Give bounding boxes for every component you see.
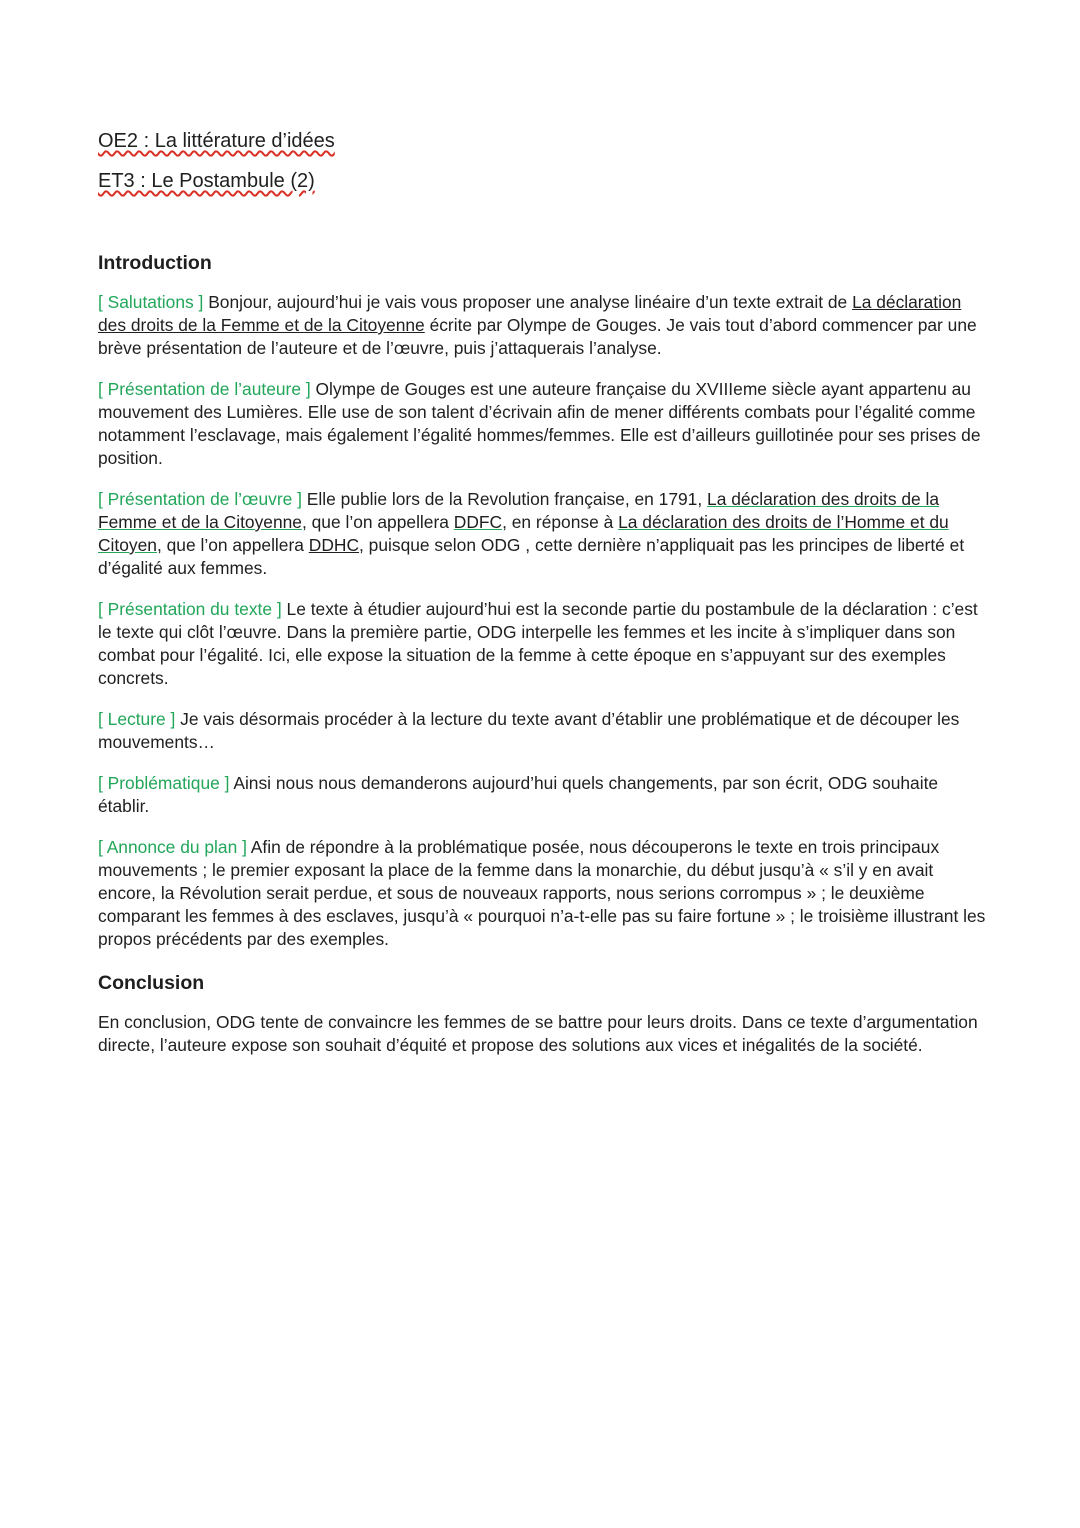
tag-salutations: [ Salutations ]: [98, 292, 204, 312]
text-segment: Le texte à étudier aujourd’hui est la seconde partie du postambule de la déclaration : c’est le texte qui clôt l’œuvre. Dans la première partie, ODG interpelle les femmes et les incite à s’impliquer dans son combat pour l’égalité. Ici, elle expose la situation de la femme à cette époque en s’appuyant sur des exemples concrets.: [98, 599, 978, 688]
text-segment: que l’on appellera: [161, 535, 309, 555]
paragraph-salutations: [98, 291, 988, 360]
text-segment: , puisque selon ODG , cette dernière n’appliquait pas les principes de liberté et d’égalité aux femmes.: [98, 535, 965, 578]
work-title: La déclaration des droits de la Femme et de la Citoyenne: [98, 292, 962, 335]
text-segment: , en réponse à: [502, 512, 619, 532]
text-segment: , que l’on appellera: [301, 512, 454, 532]
conclusion-heading: Conclusion: [98, 972, 205, 994]
tag-lecture: [ Lecture ]: [98, 709, 176, 729]
tag-plan: [ Annonce du plan ]: [98, 837, 247, 857]
paragraph-problematique: [98, 772, 988, 818]
text-segment: Ainsi nous nous demanderons aujourd’hui quels changements, par son écrit, ODG souhaite établir.: [98, 773, 939, 816]
tag-auteure: [ Présentation de l’auteure ]: [98, 379, 311, 399]
abbreviation: DDFC: [453, 512, 503, 532]
paragraph-oeuvre: [98, 488, 988, 580]
tag-texte: [ Présentation du texte ]: [98, 599, 282, 619]
document-header: [98, 127, 988, 207]
text-segment: Afin de répondre à la problématique posée, nous découperons le texte en trois principaux mouvements ; le premier exposant la place de la femme dans la monarchie, du début jusqu’à « s’il y en avait encore, la Révolution serait perdue, et sous de nouveaux rapports, nous serions corrompus » ; le deuxième comparant les femmes à des esclaves, jusqu’à « pourquoi n’a-t-elle pas su faire fortune » ; le troisième illustrant les propos précédents par des exemples.: [98, 837, 986, 949]
document-page: [98, 127, 988, 1075]
lesson-title: ET3 : Le Postambule (2): [98, 170, 315, 192]
text-segment: Bonjour, aujourd’hui je vais vous proposer une analyse linéaire d’un texte extrait de: [203, 292, 853, 312]
text-segment: Olympe de Gouges est une auteure française du XVIIIeme siècle ayant appartenu au mouvement des Lumières. Elle use de son talent d’écrivain afin de mener différents combats pour l’égalité comme notamment l’esclavage, mais également l’égalité hommes/femmes. Elle est d’ailleurs guillotinée pour ses prises de position.: [98, 379, 981, 468]
text-segment: Elle publie lors de la Revolution française, en 1791,: [301, 489, 708, 509]
work-title: La déclaration des droits de la Femme et de la Citoyenne: [98, 489, 940, 532]
paragraph-texte: [98, 598, 988, 690]
text-segment: Je vais désormais procéder à la lecture du texte avant d’établir une problématique et de découper les mouvements…: [98, 709, 960, 752]
paragraph-conclusion: En conclusion, ODG tente de convaincre les femmes de se battre pour leurs droits. Dans ce texte d’argumentation directe, l’auteure expose son souhait d’équité et propose des solutions aux vices et inégalités de la société.: [98, 1012, 978, 1055]
tag-problematique: [ Problématique ]: [98, 773, 230, 793]
paragraph-plan: [98, 836, 988, 951]
tag-oeuvre: [ Présentation de l’œuvre ]: [98, 489, 302, 509]
work-title: La déclaration des droits de l’Homme et du Citoyen,: [98, 512, 949, 555]
abbreviation: DDHC: [308, 535, 360, 555]
paragraph-auteure: [98, 378, 988, 470]
introduction-heading: Introduction: [98, 252, 212, 274]
course-title: OE2 : La littérature d’idées: [98, 130, 335, 152]
paragraph-lecture: [98, 708, 988, 754]
text-segment: écrite par Olympe de Gouges. Je vais tout d’abord commencer par une brève présentation de l’auteure et de l’œuvre, puis j’attaquerais l’analyse.: [98, 315, 977, 358]
